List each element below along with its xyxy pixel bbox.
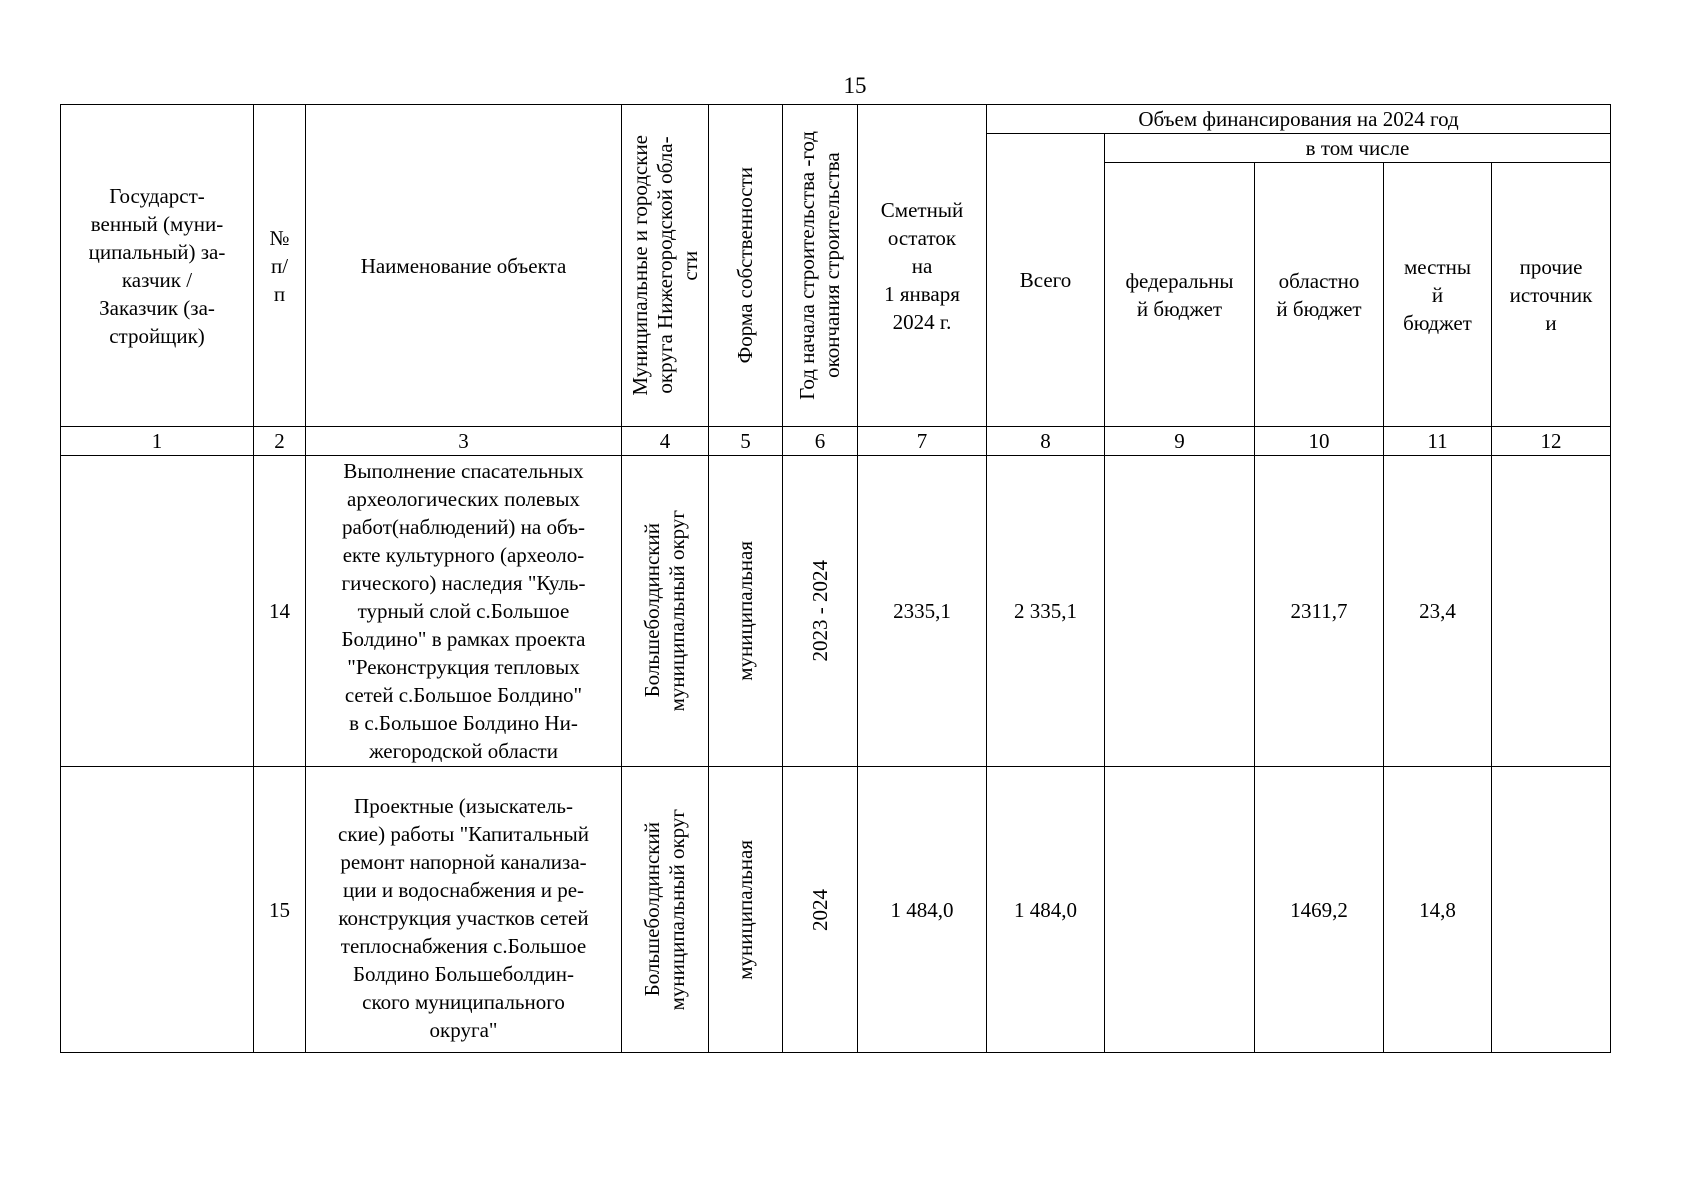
column-number: 6 [783,427,858,456]
header-object-name-label: Наименование объекта [360,253,567,278]
cell-local: 23,4 [1384,456,1492,767]
header-other [1492,163,1611,427]
cell-number: 14 [254,456,306,767]
header-number [254,105,306,427]
column-number: 10 [1255,427,1384,456]
header-customer-label: Государст- венный (муни- ципальный) за- казчик / Заказчик (за- стройщик) [88,183,226,348]
cell-ownership [709,767,783,1053]
header-regional-label: областно й бюджет [1276,268,1362,321]
cell-number: 15 [254,767,306,1053]
cell-other [1492,767,1611,1053]
header-remainder-label: Сметный остаток на 1 января 2024 г. [880,197,964,334]
page-number: 15 [843,73,867,98]
column-number: 12 [1492,427,1611,456]
header-local [1384,163,1492,427]
cell-ownership [709,456,783,767]
header-district [622,105,709,427]
header-total [987,134,1105,427]
header-local-label: местны й бюджет [1403,254,1472,335]
header-remainder [858,105,987,427]
cell-years [783,456,858,767]
cell-total: 1 484,0 [987,767,1105,1053]
header-federal [1105,163,1255,427]
header-number-label: № п/ п [269,225,290,306]
header-object-name [306,105,622,427]
header-ownership [709,105,783,427]
header-other-label: прочие источник и [1509,254,1593,335]
cell-total: 2 335,1 [987,456,1105,767]
table-row [61,767,1611,1053]
cell-district-text: Большеболдинский муниципальный округ [640,808,689,1011]
column-number: 9 [1105,427,1255,456]
header-federal-label: федеральны й бюджет [1125,268,1234,321]
column-number: 7 [858,427,987,456]
header-total-label: Всего [1019,268,1072,292]
column-number: 3 [306,427,622,456]
cell-years-text: 2023 - 2024 [807,560,832,662]
header-including: в том числе [1105,134,1611,163]
cell-district [622,456,709,767]
cell-years-text: 2024 [807,888,832,931]
table-row [61,456,1611,767]
cell-remainder: 1 484,0 [858,767,987,1053]
cell-object-name: Выполнение спасательных археологических полевых работ(наблюдений) на объ- екте культурного (археоло- гического) наследия "Куль- турный слой с.Большое Болдино" в рамках проекта "Реконструкция тепловых сетей с.Большое Болдино" в с.Большое Болдино Ни- жегородской области [306,456,622,767]
column-number: 4 [622,427,709,456]
cell-ownership-text: муниципальная [733,541,757,681]
financing-table [60,104,1611,1053]
header-regional [1255,163,1384,427]
column-number: 5 [709,427,783,456]
column-number: 2 [254,427,306,456]
cell-local: 14,8 [1384,767,1492,1053]
cell-other [1492,456,1611,767]
column-number: 11 [1384,427,1492,456]
cell-remainder: 2335,1 [858,456,987,767]
cell-regional: 2311,7 [1255,456,1384,767]
cell-federal [1105,456,1255,767]
cell-object-name: Проектные (изыскатель- ские) работы "Капитальный ремонт напорной канализа- ции и водоснабжения и ре- конструкция участков сетей теплоснабжения с.Большое Болдино Большеболдин- ского муниципального округа" [306,767,622,1053]
cell-regional: 1469,2 [1255,767,1384,1053]
column-number: 1 [61,427,254,456]
column-number: 8 [987,427,1105,456]
cell-years [783,767,858,1053]
header-district-label: Муниципальные и городские округа Нижегородской обла- сти [627,135,702,396]
cell-customer [61,456,254,767]
column-number-row [61,427,1611,456]
header-years-label: Год начала строительства -год окончания строительства [795,131,844,400]
header-funding-group: Объем финансирования на 2024 год [987,105,1611,134]
cell-federal [1105,767,1255,1053]
cell-district-text: Большеболдинский муниципальный округ [640,510,689,712]
header-ownership-label: Форма собственности [733,167,757,364]
cell-customer [61,767,254,1053]
cell-district [622,767,709,1053]
cell-ownership-text: муниципальная [733,839,757,980]
header-customer [61,105,254,427]
header-years [783,105,858,427]
